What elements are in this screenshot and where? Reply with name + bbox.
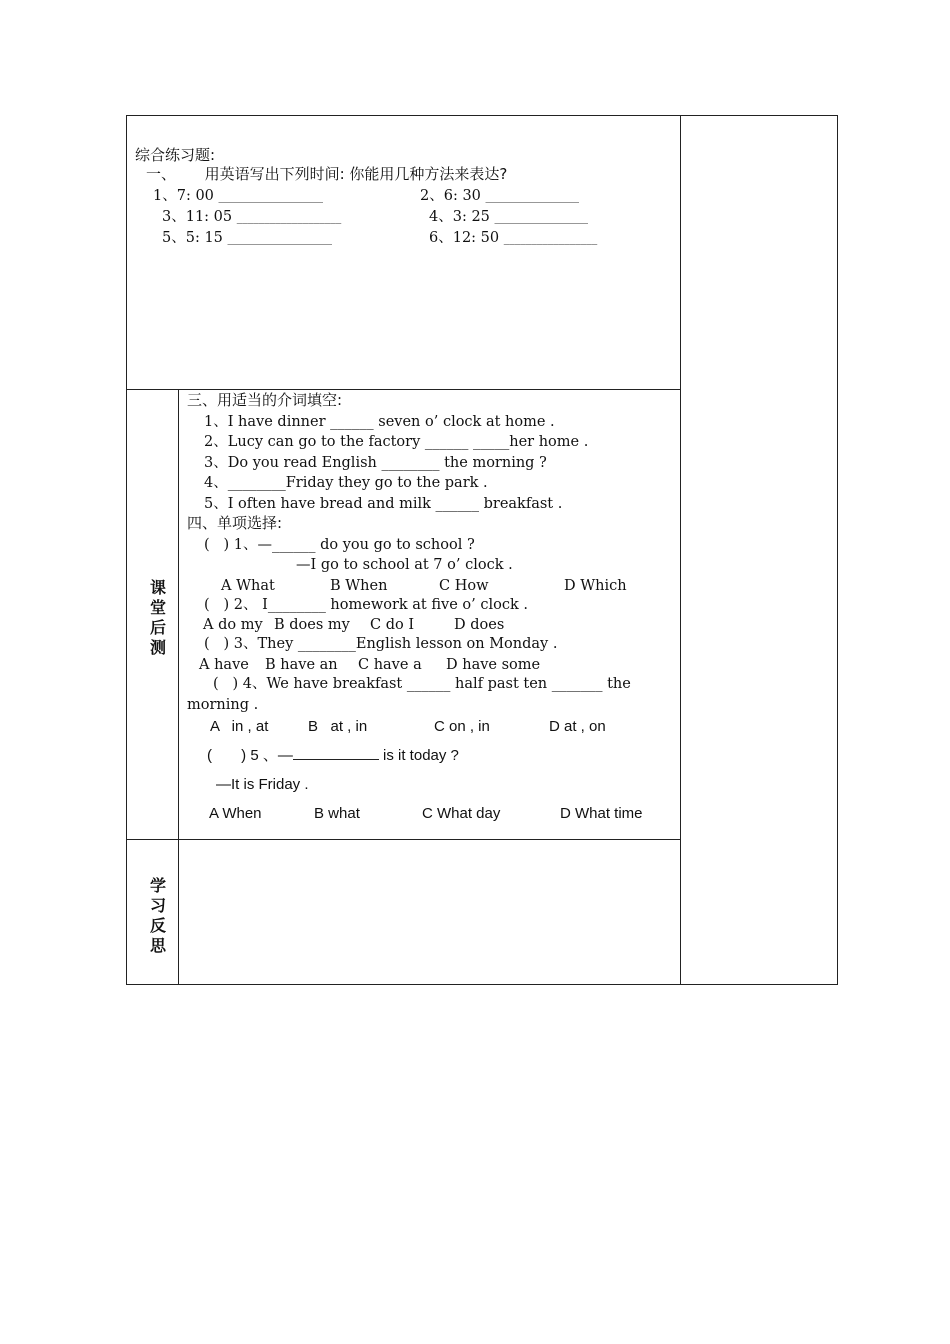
label-char: 堂 xyxy=(149,598,166,617)
mc-1-option-a[interactable]: A What xyxy=(221,578,275,594)
question-1-title: 一、 用英语写出下列时间: 你能用几种方法来表达? xyxy=(146,165,508,183)
mc-1-answer: —I go to school at 7 o’ clock . xyxy=(296,557,513,573)
answer-blank[interactable]: _________________ xyxy=(485,190,580,203)
time-item-4 xyxy=(429,208,588,227)
mc-2-question: ( ) 2、 I________ homework at five o’ clock . xyxy=(204,597,528,613)
mc-4-question: ( ) 4、We have breakfast ______ half past ten _______ the xyxy=(213,676,631,692)
time-label: 2、6: 30 xyxy=(420,188,481,204)
fill-item-4: 4、________Friday they go to the park . xyxy=(204,475,488,491)
mc-5-option-c[interactable]: C What day xyxy=(422,805,501,822)
time-item-2 xyxy=(420,187,579,206)
answer-blank[interactable]: ___________________ xyxy=(236,211,342,224)
section-heading: 综合练习题: xyxy=(135,146,216,164)
mc-3-option-d[interactable]: D have some xyxy=(446,657,541,673)
mc-4-option-d[interactable]: D at , on xyxy=(549,718,606,735)
mc-1-option-d[interactable]: D Which xyxy=(564,578,627,594)
question-3-title: 三、用适当的介词填空: xyxy=(187,391,343,409)
mc-5-suffix: is it today ? xyxy=(378,747,459,764)
table-divider-main-right xyxy=(680,115,681,985)
mc-5-prefix: ( ) 5 、— xyxy=(207,747,293,764)
mc-4-question-cont: morning . xyxy=(187,697,259,713)
time-item-3 xyxy=(162,208,341,227)
answer-blank[interactable]: ___________________ xyxy=(227,232,333,245)
label-char: 思 xyxy=(149,936,166,955)
time-item-6 xyxy=(429,229,597,248)
mc-4-option-b[interactable]: B at , in xyxy=(308,718,368,735)
time-label: 3、11: 05 xyxy=(162,209,233,225)
label-char: 后 xyxy=(149,618,166,637)
table-divider-label-column xyxy=(178,389,179,985)
time-item-1 xyxy=(153,187,323,206)
mc-5-answer: —It is Friday . xyxy=(216,776,309,793)
table-border-left xyxy=(126,115,127,985)
table-row-divider-1 xyxy=(126,389,681,390)
mc-4-option-a[interactable]: A in , at xyxy=(210,718,269,735)
mc-2-option-c[interactable]: C do I xyxy=(370,617,415,633)
mc-5-answer-blank[interactable] xyxy=(293,747,379,760)
mc-3-option-a[interactable]: A have xyxy=(199,657,249,673)
mc-1-option-c[interactable]: C How xyxy=(439,578,489,594)
mc-1-option-b[interactable]: B When xyxy=(330,578,388,594)
mc-3-option-b[interactable]: B have an xyxy=(265,657,338,673)
question-4-title: 四、单项选择: xyxy=(187,514,283,532)
time-label: 5、5: 15 xyxy=(162,230,223,246)
answer-blank[interactable]: _________________ xyxy=(494,211,589,224)
label-char: 测 xyxy=(149,638,166,657)
row-label-after-class-test xyxy=(146,578,170,658)
row-label-learning-reflection xyxy=(146,876,170,956)
table-border-top xyxy=(126,115,838,116)
time-label: 6、12: 50 xyxy=(429,230,500,246)
answer-blank[interactable]: _________________ xyxy=(503,232,598,245)
answer-blank[interactable]: ___________________ xyxy=(218,190,324,203)
mc-5-question xyxy=(207,747,459,765)
table-border-right xyxy=(837,115,838,985)
table-row-divider-2 xyxy=(126,839,681,840)
mc-5-option-d[interactable]: D What time xyxy=(560,805,643,822)
mc-2-option-d[interactable]: D does xyxy=(454,617,505,633)
mc-5-option-b[interactable]: B what xyxy=(314,805,360,822)
fill-item-2: 2、Lucy can go to the factory ______ _____her home . xyxy=(204,434,589,450)
mc-4-option-c[interactable]: C on , in xyxy=(434,718,490,735)
label-char: 学 xyxy=(149,876,166,895)
mc-2-option-a[interactable]: A do my xyxy=(203,617,263,633)
fill-item-5: 5、I often have bread and milk ______ breakfast . xyxy=(204,496,563,512)
fill-item-1: 1、I have dinner ______ seven o’ clock at home . xyxy=(204,414,555,430)
mc-3-option-c[interactable]: C have a xyxy=(358,657,422,673)
time-label: 4、3: 25 xyxy=(429,209,490,225)
mc-2-option-b[interactable]: B does my xyxy=(274,617,350,633)
fill-item-3: 3、Do you read English ________ the morning ? xyxy=(204,455,547,471)
time-label: 1、7: 00 xyxy=(153,188,214,204)
table-border-bottom xyxy=(126,984,838,985)
mc-3-question: ( ) 3、They ________English lesson on Monday . xyxy=(204,636,558,652)
label-char: 课 xyxy=(149,578,166,597)
mc-1-question: ( ) 1、—______ do you go to school ? xyxy=(204,537,475,553)
label-char: 反 xyxy=(149,916,166,935)
mc-5-option-a[interactable]: A When xyxy=(209,805,262,822)
time-item-5 xyxy=(162,229,332,248)
label-char: 习 xyxy=(149,896,166,915)
